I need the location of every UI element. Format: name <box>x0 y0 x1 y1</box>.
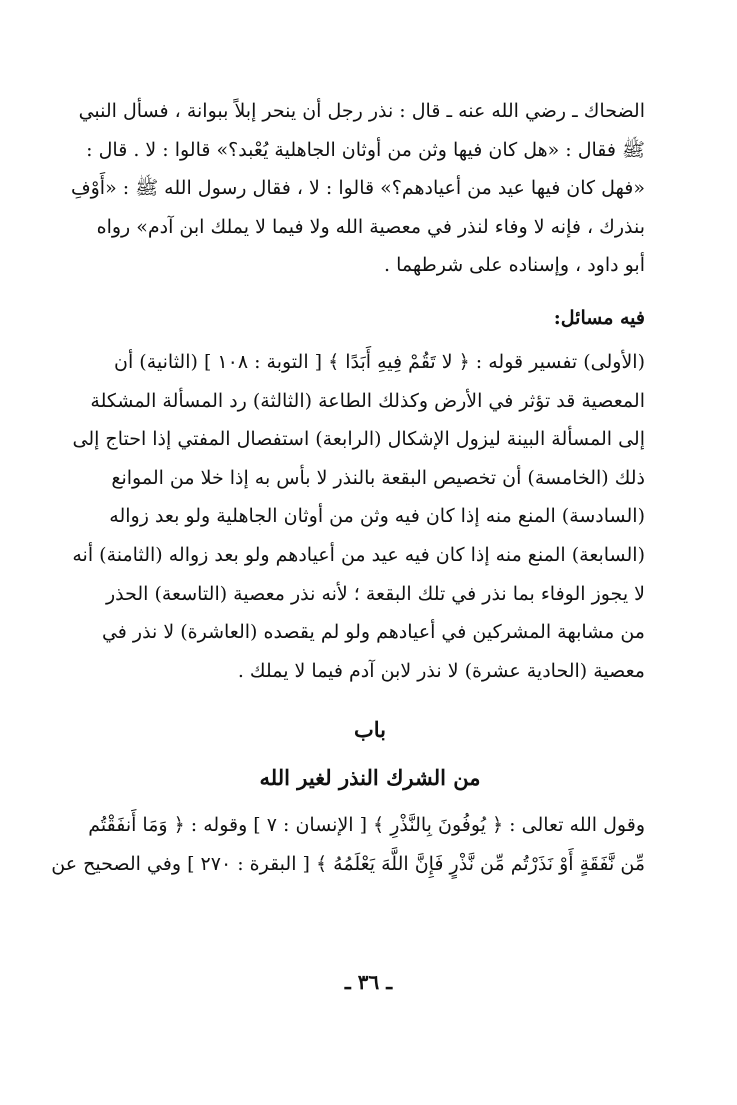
text-line: (السادسة) المنع منه إذا كان فيه وثن من أوثان الجاهلية ولو بعد زواله <box>109 505 645 528</box>
chapter-title: من الشرك النذر لغير الله <box>259 765 481 791</box>
text-line: «فهل كان فيها عيد من أعيادهم؟» قالوا : لا ، فقال رسول الله ﷺ : «أَوْفِ <box>70 177 645 200</box>
chapter-label: باب <box>353 717 386 743</box>
text-line: بنذرك ، فإنه لا وفاء لنذر في معصية الله ولا فيما لا يملك ابن آدم» رواه <box>96 215 645 238</box>
text-line: أبو داود ، وإسناده على شرطهما . <box>384 254 645 277</box>
text-line: لا يجوز الوفاء بما نذر في تلك البقعة ؛ لأنه نذر معصية (التاسعة) الحذر <box>105 582 645 605</box>
text-line: (السابعة) المنع منه إذا كان فيه عيد من أعيادهم ولو بعد زواله (الثامنة) أنه <box>72 543 645 566</box>
text-line: وقول الله تعالى : ﴿ يُوفُونَ بِالنَّذْرِ ﴾ [ الإنسان : ٧ ] وقوله : ﴿ وَمَا أَنفَقْتُم <box>88 814 645 837</box>
paragraph-issues <box>72 343 645 690</box>
text-line: من مشابهة المشركين في أعيادهم ولو لم يقصده (العاشرة) لا نذر في <box>101 621 645 644</box>
text-line: المعصية قد تؤثر في الأرض وكذلك الطاعة (الثالثة) رد المسألة المشكلة <box>90 389 645 412</box>
text-line: ذلك (الخامسة) أن تخصيص البقعة بالنذر لا بأس به إذا خلا من الموانع <box>111 466 645 489</box>
text-line: (الأولى) تفسير قوله : ﴿ لا تَقُمْ فِيهِ أَبَدًا ﴾ [ التوبة : ١٠٨ ] (الثانية) أن <box>114 350 645 373</box>
paragraph-hadith <box>70 92 645 285</box>
text-line: معصية (الحادية عشرة) لا نذر لابن آدم فيما لا يملك . <box>237 659 645 682</box>
text-line: الضحاك ـ رضي الله عنه ـ قال : نذر رجل أن ينحر إبلاً ببوانة ، فسأل النبي <box>78 100 645 122</box>
page-number: ـ ٣٦ ـ <box>344 970 393 994</box>
text-line: إلى المسألة البينة ليزول الإشكال (الرابعة) استفصال المفتي إذا احتاج إلى <box>72 428 645 451</box>
paragraph-chapter-intro <box>51 806 645 883</box>
text-line: مِّن نَّفَقَةٍ أَوْ نَذَرْتُم مِّن نَّذْرٍ فَإِنَّ اللَّهَ يَعْلَمُهُ ﴾ [ البقرة : ٢٧٠ ] وفي الصحيح عن <box>51 852 645 875</box>
page-body <box>51 92 645 884</box>
issues-subheading: فيه مسائل: <box>553 306 645 329</box>
text-line: ﷺ فقال : «هل كان فيها وثن من أوثان الجاهلية يُعْبد؟» قالوا : لا . قال : <box>86 138 645 161</box>
